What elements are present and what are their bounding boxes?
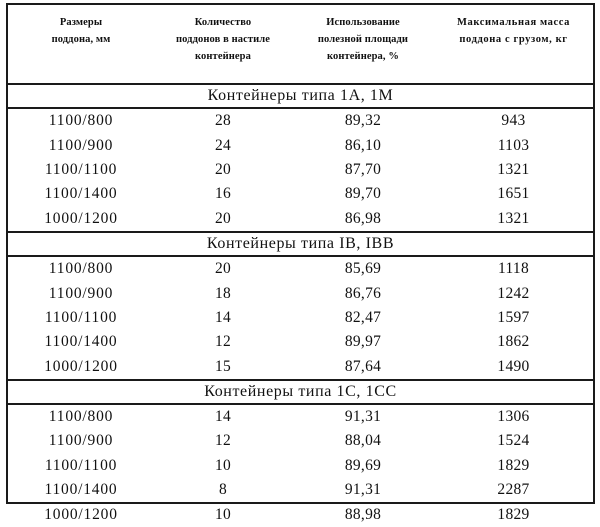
cell-pallet-size: 1100/1400 <box>44 481 118 499</box>
header-line: полезной площади <box>317 34 409 45</box>
cell-pallet-size: 1000/1200 <box>44 357 118 375</box>
header-line: поддона, мм <box>51 34 111 45</box>
cell-pallet-size: 1100/900 <box>48 136 114 154</box>
cell-pallet-count: 20 <box>214 260 232 278</box>
header-max-mass <box>434 5 593 84</box>
cell-pallet-size: 1100/900 <box>48 284 114 302</box>
cell-pallet-count: 20 <box>214 160 232 178</box>
cell-max-mass: 2287 <box>497 481 530 499</box>
cell-pallet-count: 14 <box>214 408 232 426</box>
cell-max-mass: 1242 <box>497 284 530 302</box>
cell-area-usage: 86,10 <box>344 136 382 154</box>
cell-area-usage: 86,76 <box>344 284 382 302</box>
header-line: контейнера <box>195 51 251 62</box>
cell-pallet-size: 1100/900 <box>48 432 114 450</box>
table-row <box>8 108 593 133</box>
table-row <box>8 207 593 232</box>
header-line: поддонов в настиле <box>175 34 271 45</box>
cell-pallet-count: 16 <box>214 185 232 203</box>
table-row <box>8 158 593 182</box>
cell-pallet-count: 12 <box>214 333 232 351</box>
cell-area-usage: 89,70 <box>344 185 382 203</box>
section-row <box>8 84 593 108</box>
cell-max-mass: 943 <box>501 112 526 130</box>
header-pallet-size <box>8 5 154 84</box>
cell-area-usage: 86,98 <box>344 209 382 227</box>
cell-pallet-size: 1100/800 <box>48 112 114 130</box>
pallet-table-frame <box>6 3 595 523</box>
section-title: Контейнеры типа IB, IBB <box>8 232 593 256</box>
cell-max-mass: 1306 <box>497 408 530 426</box>
cell-area-usage: 89,32 <box>344 112 382 130</box>
cell-area-usage: 89,69 <box>344 456 382 474</box>
cell-max-mass: 1829 <box>497 456 530 474</box>
table-row <box>8 306 593 330</box>
cell-area-usage: 88,04 <box>344 432 382 450</box>
table-row <box>8 478 593 502</box>
cell-pallet-count: 10 <box>214 505 232 523</box>
table-row <box>8 133 593 157</box>
header-line: поддона с грузом, кг <box>459 34 568 45</box>
cell-max-mass: 1597 <box>497 308 530 326</box>
cell-area-usage: 89,97 <box>344 333 382 351</box>
section-title: Контейнеры типа 1С, 1СС <box>8 380 593 404</box>
cell-max-mass: 1524 <box>497 432 530 450</box>
cell-area-usage: 85,69 <box>344 260 382 278</box>
cell-area-usage: 91,31 <box>344 481 382 499</box>
cell-pallet-count: 12 <box>214 432 232 450</box>
pallet-table <box>8 5 593 527</box>
table-row <box>8 429 593 453</box>
table-row <box>8 182 593 206</box>
table-row <box>8 330 593 354</box>
header-line: контейнера, % <box>327 51 399 62</box>
cell-max-mass: 1321 <box>497 209 530 227</box>
section-row <box>8 380 593 404</box>
table-row <box>8 454 593 478</box>
header-line: Использование <box>326 17 400 28</box>
header-line: Количество <box>194 17 252 28</box>
cell-pallet-size: 1100/1400 <box>44 333 118 351</box>
cell-area-usage: 91,31 <box>344 408 382 426</box>
table-row <box>8 355 593 380</box>
table-body <box>8 84 593 527</box>
cell-pallet-count: 24 <box>214 136 232 154</box>
cell-pallet-size: 1100/1100 <box>44 160 118 178</box>
cell-pallet-size: 1100/1400 <box>44 185 118 203</box>
cell-area-usage: 87,70 <box>344 160 382 178</box>
header-area-usage <box>292 5 434 84</box>
table-row <box>8 404 593 429</box>
cell-max-mass: 1118 <box>497 260 530 278</box>
cell-max-mass: 1829 <box>497 505 530 523</box>
header-pallet-count <box>154 5 292 84</box>
cell-pallet-size: 1100/800 <box>48 408 114 426</box>
cell-max-mass: 1490 <box>497 357 530 375</box>
table-header <box>8 5 593 84</box>
cell-pallet-count: 20 <box>214 209 232 227</box>
cell-pallet-count: 10 <box>214 456 232 474</box>
cell-max-mass: 1321 <box>497 160 530 178</box>
header-line: Максимальная масса <box>457 17 570 28</box>
table-row <box>8 256 593 281</box>
cell-pallet-count: 18 <box>214 284 232 302</box>
cell-max-mass: 1103 <box>497 136 530 154</box>
cell-area-usage: 82,47 <box>344 308 382 326</box>
cell-area-usage: 88,98 <box>344 505 382 523</box>
cell-max-mass: 1862 <box>497 333 530 351</box>
section-title: Контейнеры типа 1А, 1М <box>8 84 593 108</box>
cell-pallet-size: 1100/800 <box>48 260 114 278</box>
cell-pallet-count: 8 <box>218 481 228 499</box>
cell-pallet-count: 15 <box>214 357 232 375</box>
table-row <box>8 502 593 526</box>
cell-pallet-size: 1000/1200 <box>44 505 118 523</box>
cell-pallet-size: 1100/1100 <box>44 308 118 326</box>
cell-pallet-count: 28 <box>214 112 232 130</box>
cell-area-usage: 87,64 <box>344 357 382 375</box>
cell-pallet-count: 14 <box>214 308 232 326</box>
cell-pallet-size: 1100/1100 <box>44 456 118 474</box>
table-row <box>8 281 593 305</box>
header-line: Размеры <box>59 17 103 28</box>
section-row <box>8 232 593 256</box>
cell-pallet-size: 1000/1200 <box>44 209 118 227</box>
cell-max-mass: 1651 <box>497 185 530 203</box>
